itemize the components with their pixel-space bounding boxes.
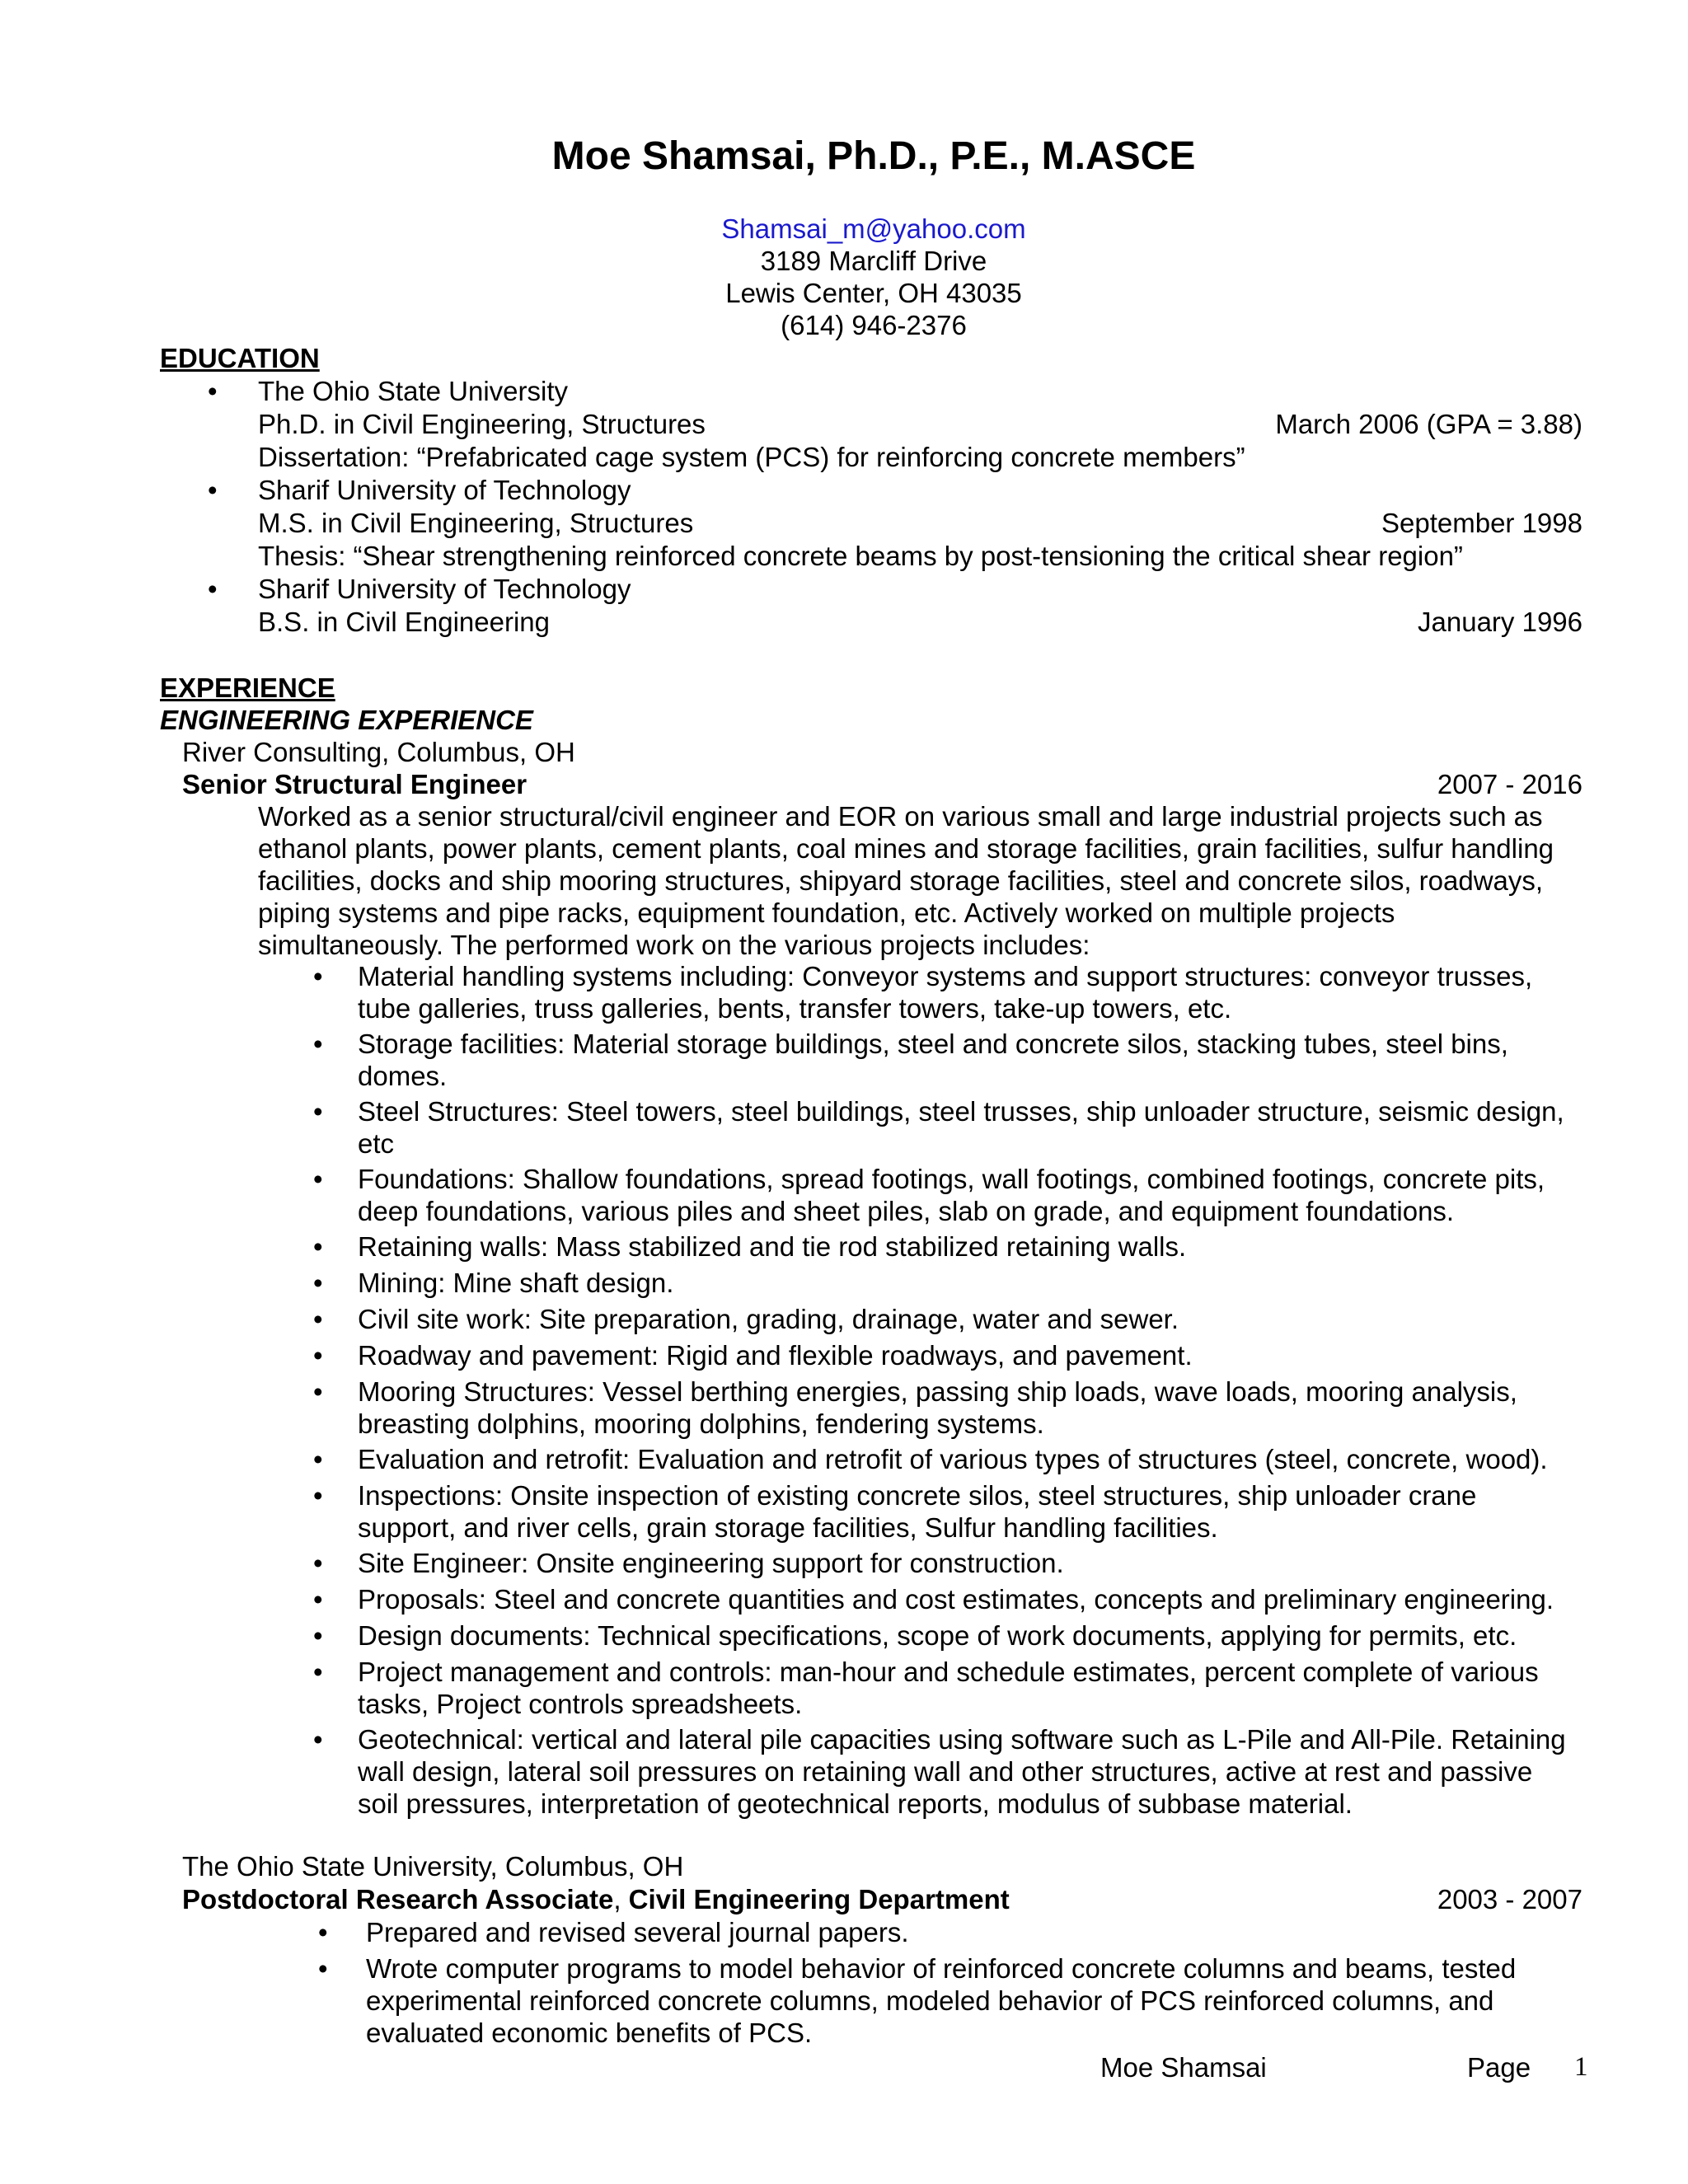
bullet-icon: • [208,475,218,505]
list-item [358,1479,1476,1544]
list-item [358,1547,1064,1579]
list-item-line: Roadway and pavement: Rigid and flexible roadways, and pavement. [358,1340,1193,1371]
job-dates-1: 2007 - 2016 [1437,769,1582,799]
education-heading: EDUCATION [160,343,320,373]
bullet-icon: • [318,1917,328,1947]
list-item-line: wall design, lateral soil pressures on retaining wall and other structures, active at rest and passive [358,1756,1533,1787]
list-item [358,1230,1186,1263]
list-item-line: Foundations: Shallow foundations, spread footings, wall footings, combined footings, concrete pits, [358,1164,1545,1194]
job-title-1: Senior Structural Engineer [182,769,528,799]
edu-school-3: Sharif University of Technology [258,574,631,604]
list-item-line: breasting dolphins, mooring dolphins, fendering systems. [358,1408,1044,1439]
list-item [358,1339,1193,1371]
job-title-2 [182,1883,1010,1915]
bullet-icon: • [313,1029,323,1059]
bullet-icon: • [313,1096,323,1127]
list-item-line: Geotechnical: vertical and lateral pile capacities using software such as L-Pile and All-Pile. Retaining [358,1724,1566,1755]
list-item-line: tasks, Project controls spreadsheets. [358,1689,803,1719]
footer-page-number: 1 [1574,2052,1588,2082]
edu-note-1: Dissertation: “Prefabricated cage system (PCS) for reinforcing concrete members” [258,442,1245,472]
bullet-icon: • [313,1444,323,1474]
list-item-line: Mooring Structures: Vessel berthing energies, passing ship loads, wave loads, mooring analysis, [358,1376,1517,1407]
list-item [358,1163,1545,1227]
job-title-2-dept: Civil Engineering Department [628,1884,1010,1915]
bullet-icon: • [313,1620,323,1651]
list-item-line: Material handling systems including: Conveyor systems and support structures: conveyor trusses, [358,961,1533,991]
job-summary-1 [258,800,1554,961]
edu-school-2: Sharif University of Technology [258,475,631,505]
footer-page-label: Page [1467,2052,1531,2083]
summary-line: facilities, docks and ship mooring structures, shipyard storage facilities, steel and concrete silos, roadways, [258,865,1544,896]
list-item [358,960,1532,1024]
list-item-line: tube galleries, truss galleries, bents, transfer towers, take-up towers, etc. [358,993,1232,1024]
list-item-line: etc [358,1128,395,1159]
list-item [358,1583,1554,1615]
bullet-icon: • [313,1724,323,1755]
bullet-icon: • [208,376,218,406]
job-title-2-role: Postdoctoral Research Associate [182,1884,614,1915]
list-item-line: Retaining walls: Mass stabilized and tie rod stabilized retaining walls. [358,1231,1187,1262]
list-item-line: deep foundations, various piles and sheet piles, slab on grade, and equipment foundations. [358,1196,1455,1226]
summary-line: piping systems and pipe racks, equipment foundation, etc. Actively worked on multiple projects [258,898,1395,928]
list-item [366,1952,1516,2049]
summary-line: simultaneously. The performed work on the various projects includes: [258,930,1090,960]
list-item-line: Design documents: Technical specifications, scope of work documents, applying for permits, etc. [358,1620,1517,1651]
summary-line: ethanol plants, power plants, cement plants, coal mines and storage facilities, grain facilities, sulfur handling [258,833,1554,864]
bullet-icon: • [208,574,218,604]
bullet-icon: • [313,1340,323,1371]
email-link[interactable]: Shamsai_m@yahoo.com [721,213,1026,244]
bullet-icon: • [313,1231,323,1262]
list-item-line: evaluated economic benefits of PCS. [366,2018,813,2048]
edu-degree-1: Ph.D. in Civil Engineering, Structures [258,409,706,439]
job-employer-1: River Consulting, Columbus, OH [182,737,575,767]
list-item-line: experimental reinforced concrete columns, modeled behavior of PCS reinforced columns, and [366,1985,1494,2016]
job-dates-2: 2003 - 2007 [1437,1884,1582,1915]
bullet-icon: • [313,1268,323,1298]
summary-line: Worked as a senior structural/civil engineer and EOR on various small and large industrial projects such as [258,801,1543,832]
bullet-icon: • [313,1376,323,1407]
edu-school-1: The Ohio State University [258,376,568,406]
list-item [358,1267,673,1299]
list-item-line: Civil site work: Site preparation, grading, drainage, water and sewer. [358,1304,1179,1334]
edu-date-3: January 1996 [1418,607,1582,637]
list-item-line: Proposals: Steel and concrete quantities and cost estimates, concepts and preliminary engineering. [358,1584,1554,1615]
edu-degree-2: M.S. in Civil Engineering, Structures [258,508,694,538]
list-item-line: Steel Structures: Steel towers, steel buildings, steel trusses, ship unloader structure, seismic design, [358,1096,1564,1127]
list-item [366,1916,909,1948]
bullet-icon: • [313,1657,323,1687]
list-item [358,1376,1517,1440]
list-item-line: Site Engineer: Onsite engineering support for construction. [358,1548,1064,1578]
edu-date-1: March 2006 (GPA = 3.88) [1275,409,1582,439]
list-item [358,1656,1539,1720]
list-item [358,1028,1508,1092]
list-item [358,1723,1566,1820]
bullet-icon: • [313,1480,323,1511]
list-item-line: Wrote computer programs to model behavior of reinforced concrete columns and beams, tested [366,1953,1517,1984]
list-item [358,1095,1564,1160]
list-item-line: Project management and controls: man-hour and schedule estimates, percent complete of various [358,1657,1539,1687]
list-item [358,1619,1517,1652]
job-employer-2: The Ohio State University, Columbus, OH [182,1851,684,1882]
footer-name: Moe Shamsai [1100,2052,1267,2083]
list-item-line: Mining: Mine shaft design. [358,1268,674,1298]
job-title-2-sep: , [613,1884,629,1915]
phone-number: (614) 946-2376 [781,310,967,340]
experience-subheading: ENGINEERING EXPERIENCE [160,705,533,735]
bullet-icon: • [313,1584,323,1615]
bullet-icon: • [313,961,323,991]
contact-block [0,213,1688,341]
bullet-icon: • [318,1953,328,1984]
street-address: 3189 Marcliff Drive [760,246,987,276]
bullet-icon: • [313,1304,323,1334]
page-title: Moe Shamsai, Ph.D., P.E., M.ASCE [551,134,1196,178]
list-item-line: soil pressures, interpretation of geotechnical reports, modulus of subbase material. [358,1788,1353,1819]
city-address: Lewis Center, OH 43035 [725,278,1022,308]
list-item-line: Storage facilities: Material storage buildings, steel and concrete silos, stacking tubes, steel bins, [358,1029,1508,1059]
bullet-icon: • [313,1164,323,1194]
edu-degree-3: B.S. in Civil Engineering [258,607,551,637]
list-item-line: support, and river cells, grain storage facilities, Sulfur handling facilities. [358,1512,1218,1543]
edu-note-2: Thesis: “Shear strengthening reinforced concrete beams by post-tensioning the critical shear region” [258,541,1463,571]
list-item-line: Evaluation and retrofit: Evaluation and retrofit of various types of structures (steel, concrete, wood). [358,1444,1548,1474]
list-item-line: domes. [358,1061,448,1091]
experience-heading: EXPERIENCE [160,673,335,703]
list-item [358,1443,1548,1475]
list-item-line: Prepared and revised several journal papers. [366,1917,909,1947]
list-item-line: Inspections: Onsite inspection of existing concrete silos, steel structures, ship unloader crane [358,1480,1477,1511]
bullet-icon: • [313,1548,323,1578]
edu-date-2: September 1998 [1381,508,1582,538]
list-item [358,1303,1179,1335]
